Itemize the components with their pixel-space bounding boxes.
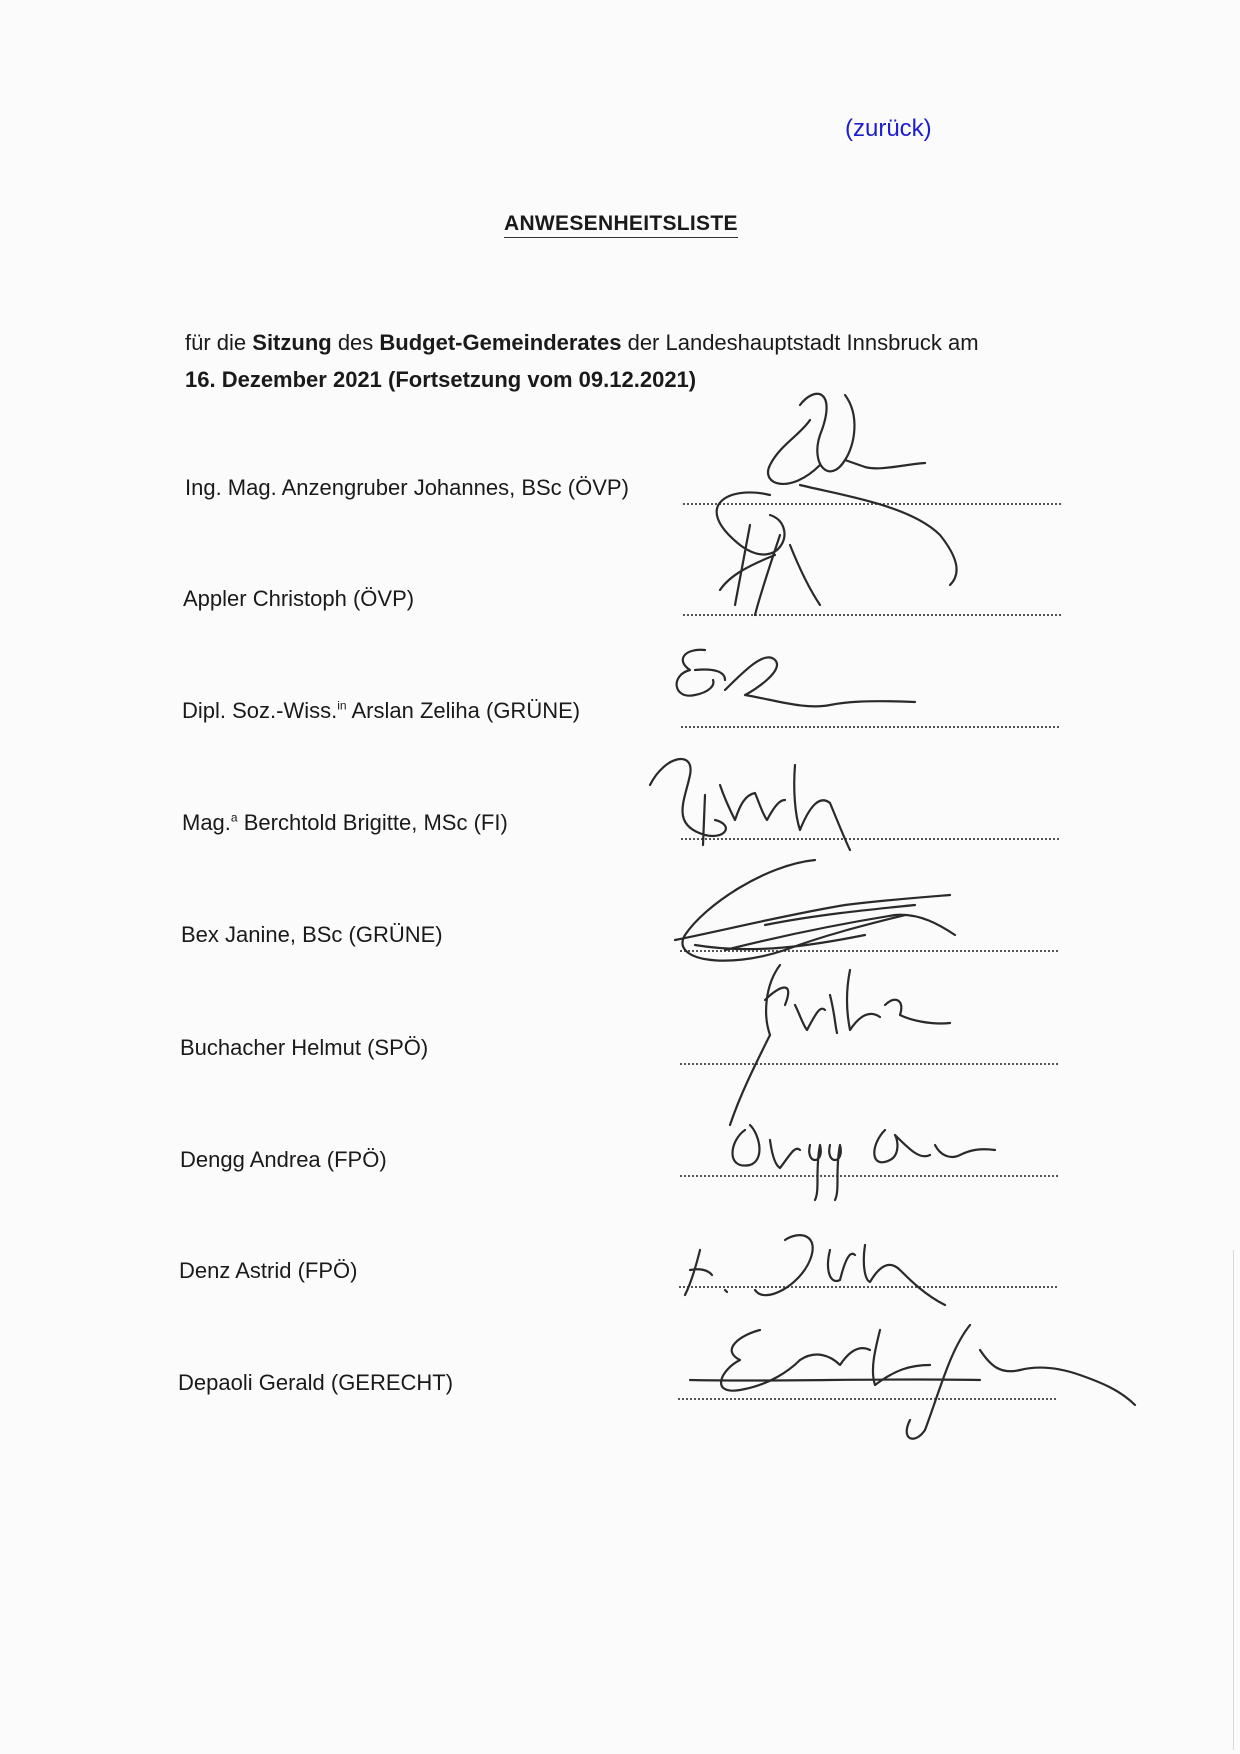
attendee-name: Buchacher Helmut (SPÖ) (180, 1035, 429, 1060)
signature-dengg (720, 1110, 1010, 1210)
attendee-name: Dengg Andrea (FPÖ) (180, 1147, 387, 1172)
attendee-name: Appler Christoph (ÖVP) (183, 586, 415, 611)
document-title: ANWESENHEITSLISTE (504, 212, 738, 238)
attendee-row (0, 810, 1240, 870)
intro-text-1: für die (185, 330, 253, 355)
attendee-row (0, 475, 1240, 535)
intro-text-3: der Landeshauptstadt Innsbruck am (621, 330, 979, 355)
attendee-row (0, 1258, 1240, 1318)
scan-edge-line (1233, 1250, 1234, 1750)
signature-denz (670, 1220, 990, 1320)
attendee-name (182, 810, 508, 836)
name-part: Mag. (182, 810, 231, 835)
attendee-row (0, 698, 1240, 758)
attendee-name: Denz Astrid (FPÖ) (179, 1258, 358, 1283)
signature-berchtold (645, 745, 915, 865)
intro-date: 16. Dezember 2021 (Fortsetzung vom 09.12.2021) (185, 367, 697, 392)
attendee-row (0, 1035, 1240, 1095)
attendee-row (0, 922, 1240, 982)
intro-bold-council: Budget-Gemeinderates (379, 330, 622, 355)
name-superscript: in (337, 698, 347, 713)
attendee-row (0, 586, 1240, 646)
attendee-name: Ing. Mag. Anzengruber Johannes, BSc (ÖVP) (185, 475, 629, 500)
attendee-row (0, 1147, 1240, 1207)
name-part: Berchtold Brigitte, MSc (FI) (237, 810, 508, 835)
name-superscript: a (230, 810, 238, 825)
attendee-name: Bex Janine, BSc (GRÜNE) (181, 922, 443, 947)
signature-depaoli (680, 1320, 1150, 1450)
intro-bold-sitzung: Sitzung (252, 330, 332, 355)
attendee-name: Depaoli Gerald (GERECHT) (178, 1370, 454, 1395)
attendee-name (182, 698, 580, 724)
signature-buchacher (685, 955, 965, 1135)
back-link[interactable]: (zurück) (845, 115, 932, 142)
intro-text-2: des (331, 330, 380, 355)
signature-anzengruber-appler (660, 375, 1000, 625)
name-part: Dipl. Soz.-Wiss. (182, 698, 338, 723)
name-part: Arslan Zeliha (GRÜNE) (346, 698, 581, 723)
signature-arslan (665, 640, 925, 730)
